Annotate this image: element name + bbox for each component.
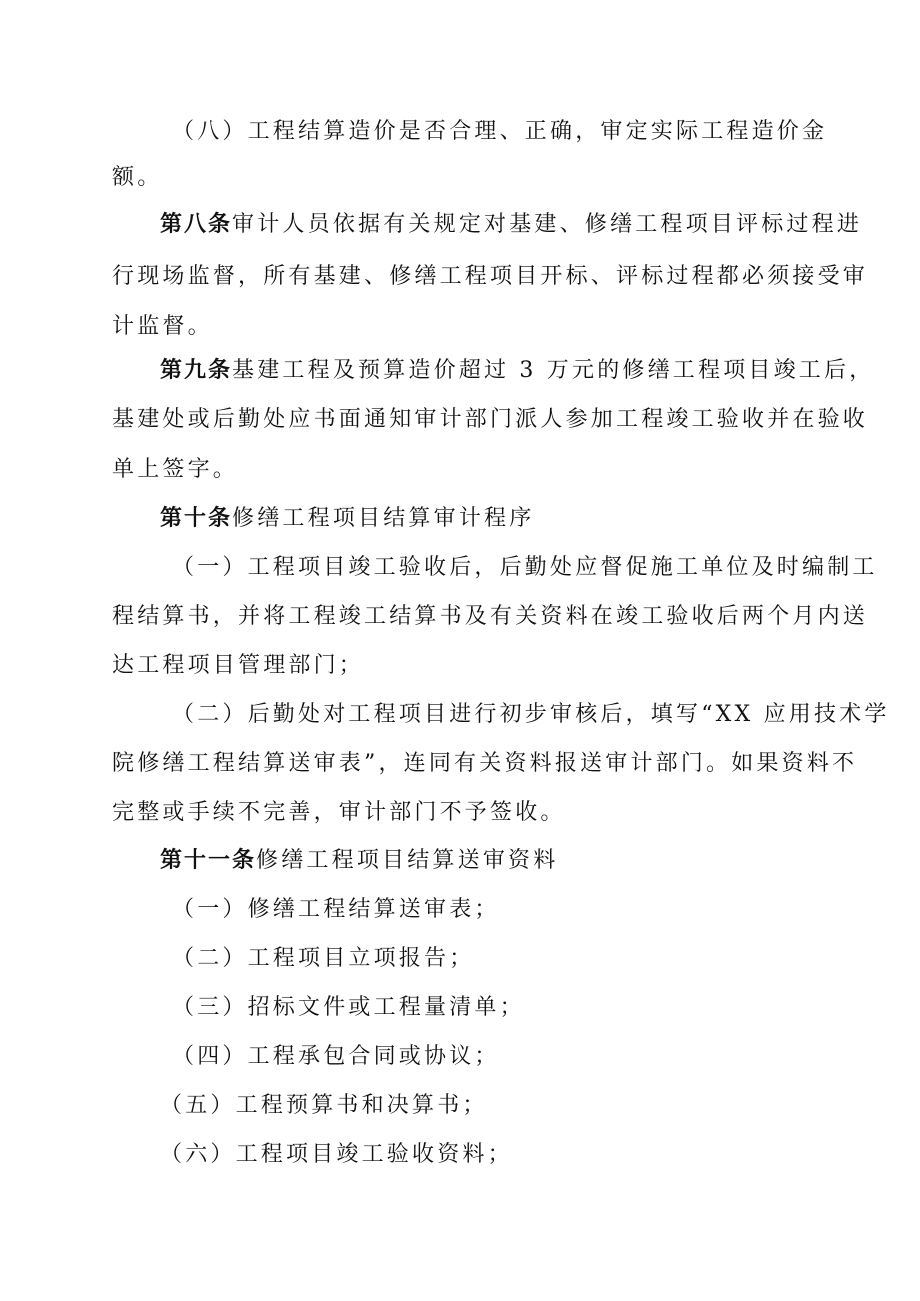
article-9-line-3: 单上签字。: [112, 457, 239, 482]
article-8-line-3: 计监督。: [112, 314, 213, 339]
article-11-item: （五）工程预算书和决算书；: [160, 1093, 488, 1118]
article-10-title: 修缮工程项目结算审计程序: [232, 506, 535, 531]
article-10-item-2-line-2: 院修缮工程结算送审表”，连同有关资料报送审计部门。如果资料不: [112, 751, 858, 776]
article-9-text-1: 基建工程及预算造价超过 3 万元的修缮工程项目竣工后，: [232, 358, 875, 383]
article-11-item: （六）工程项目竣工验收资料；: [160, 1142, 513, 1167]
article-10-heading: 第十条: [160, 506, 233, 531]
article-8-line-2: 行现场监督，所有基建、修缮工程项目开标、评标过程都必须接受审: [112, 264, 869, 289]
article-11-title-line: [160, 846, 558, 876]
article-10-item-2-line-1: （二）后勤处对工程项目进行初步审核后，填写“XX 应用技术学: [172, 702, 890, 727]
article-11-title: 修缮工程项目结算送审资料: [256, 848, 559, 873]
article-11-heading: 第十一条: [160, 848, 257, 873]
article-9-heading: 第九条: [160, 358, 233, 383]
article-10-title-line: [160, 504, 534, 534]
item-8-line-1: （八）工程结算造价是否合理、正确，审定实际工程造价金: [172, 119, 828, 144]
article-11-item: （三）招标文件或工程量清单；: [172, 995, 525, 1020]
article-10-item-1-line-3: 达工程项目管理部门；: [112, 653, 365, 678]
article-8-line-1: [160, 210, 863, 240]
article-8-heading: 第八条: [160, 212, 233, 237]
article-10-item-2-line-3: 完整或手续不完善，审计部门不予签收。: [112, 800, 566, 825]
article-11-item: （四）工程承包合同或协议；: [172, 1044, 500, 1069]
item-8-line-2: 额。: [112, 165, 163, 190]
article-9-line-2: 基建处或后勤处应书面通知审计部门派人参加工程竣工验收并在验收: [112, 407, 869, 432]
article-11-item: （二）工程项目立项报告；: [172, 946, 475, 971]
article-10-item-1-line-2: 程结算书，并将工程竣工结算书及有关资料在竣工验收后两个月内送: [112, 604, 869, 629]
article-11-item: （一）修缮工程结算送审表；: [172, 897, 500, 922]
article-8-text-1: 审计人员依据有关规定对基建、修缮工程项目评标过程进: [232, 212, 863, 237]
article-9-line-1: [160, 356, 875, 386]
article-10-item-1-line-1: （一）工程项目竣工验收后，后勤处应督促施工单位及时编制工: [172, 555, 878, 580]
